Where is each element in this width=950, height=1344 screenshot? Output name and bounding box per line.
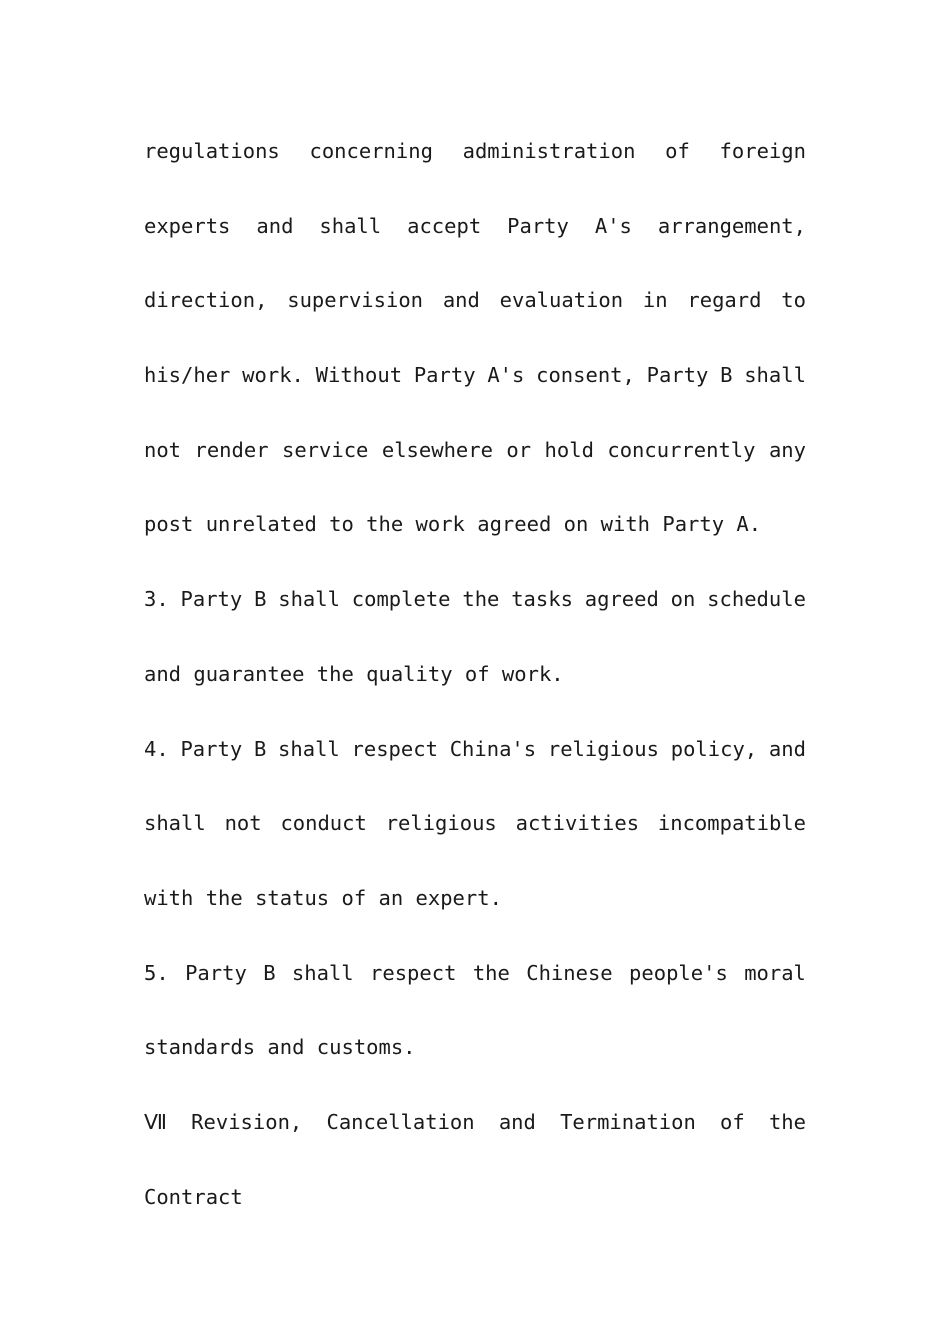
text-word: B	[720, 363, 733, 388]
text-word: respect	[351, 736, 438, 761]
text-word: China's	[449, 736, 537, 761]
text-word: of	[665, 139, 690, 163]
text-word: regard	[687, 288, 762, 313]
text-word: the	[768, 1109, 806, 1134]
text-word: in	[642, 288, 668, 313]
text-word: evaluation	[499, 288, 624, 313]
text-word: regulations	[144, 139, 280, 163]
text-word: B	[253, 736, 267, 761]
text-line	[144, 114, 806, 189]
text-word: direction,	[144, 288, 268, 313]
text-word: service	[282, 437, 369, 462]
text-word: Party	[646, 363, 709, 388]
text-word: respect	[370, 960, 457, 985]
text-line	[144, 263, 806, 338]
text-word: B	[263, 960, 276, 985]
text-line	[144, 786, 806, 861]
text-word: Party	[413, 363, 476, 388]
text-word: religious	[385, 811, 497, 836]
text-word: not	[224, 811, 262, 836]
text-word: agreed	[584, 587, 659, 612]
text-word: conduct	[280, 811, 367, 836]
text-word: hold	[544, 437, 594, 462]
text-line	[144, 413, 806, 488]
text-word: B	[254, 587, 267, 612]
text-line	[144, 338, 806, 413]
text-word: shall	[144, 811, 206, 836]
text-line	[144, 936, 806, 1011]
contract-body-text	[144, 114, 806, 1234]
text-word: and	[256, 213, 294, 238]
text-word: of	[720, 1109, 745, 1134]
text-word: consent,	[536, 363, 635, 388]
text-line: Contract	[144, 1184, 243, 1209]
text-line: standards and customs.	[144, 1035, 416, 1060]
text-line	[144, 562, 806, 637]
text-word: any	[768, 437, 806, 462]
text-word: shall	[278, 587, 340, 612]
text-word: policy,	[670, 736, 758, 761]
text-word: Without	[315, 363, 403, 388]
text-word: concurrently	[607, 437, 756, 462]
text-word: arrangement,	[657, 213, 806, 238]
text-word: render	[194, 437, 269, 462]
text-word: 5.	[144, 960, 169, 985]
text-word: Party	[180, 587, 243, 612]
text-word: experts	[144, 213, 231, 238]
text-word: complete	[351, 587, 451, 612]
text-word: and	[442, 288, 480, 313]
text-word: and	[498, 1109, 536, 1134]
text-word: supervision	[287, 288, 423, 313]
text-word: not	[144, 437, 182, 462]
text-line	[144, 1085, 806, 1160]
text-word: administration	[462, 139, 636, 163]
text-word: shall	[291, 960, 354, 985]
text-word: moral	[744, 960, 806, 985]
text-word: accept	[407, 213, 482, 238]
text-word: 3.	[144, 587, 169, 612]
text-line: with the status of an expert.	[144, 885, 502, 910]
text-word: 4.	[144, 736, 169, 761]
text-word: tasks	[511, 587, 573, 612]
text-word: Termination	[560, 1109, 696, 1134]
text-word: A's	[594, 213, 632, 238]
text-word: concerning	[309, 139, 433, 163]
text-word: his/her	[144, 363, 231, 388]
text-word: schedule	[707, 587, 806, 612]
text-word: Revision,	[191, 1109, 303, 1134]
text-word: foreign	[719, 139, 806, 163]
text-word: elsewhere	[381, 437, 493, 462]
text-word: Ⅶ	[144, 1109, 167, 1134]
text-word: on	[670, 587, 696, 612]
text-word: incompatible	[657, 811, 806, 836]
text-line: and guarantee the quality of work.	[144, 661, 564, 686]
text-word: Party	[180, 736, 243, 761]
text-line	[144, 189, 806, 264]
text-word: shall	[278, 736, 340, 761]
text-word: people's	[629, 960, 728, 985]
text-word: Party	[185, 960, 247, 985]
text-word: or	[506, 437, 532, 462]
text-word: and	[768, 736, 806, 761]
text-line: post unrelated to the work agreed on with Party A.	[144, 512, 762, 537]
text-word: shall	[319, 213, 382, 238]
text-word: Chinese	[526, 960, 613, 985]
text-word: Party	[507, 213, 569, 238]
text-word: the	[472, 960, 510, 985]
text-line	[144, 712, 806, 787]
text-word: shall	[744, 363, 806, 388]
text-word: religious	[547, 736, 659, 761]
text-word: the	[462, 587, 500, 612]
text-word: activities	[515, 811, 640, 836]
text-word: A's	[487, 363, 525, 388]
text-word: Cancellation	[326, 1109, 475, 1134]
text-word: to	[781, 288, 806, 313]
text-word: work.	[242, 363, 304, 388]
